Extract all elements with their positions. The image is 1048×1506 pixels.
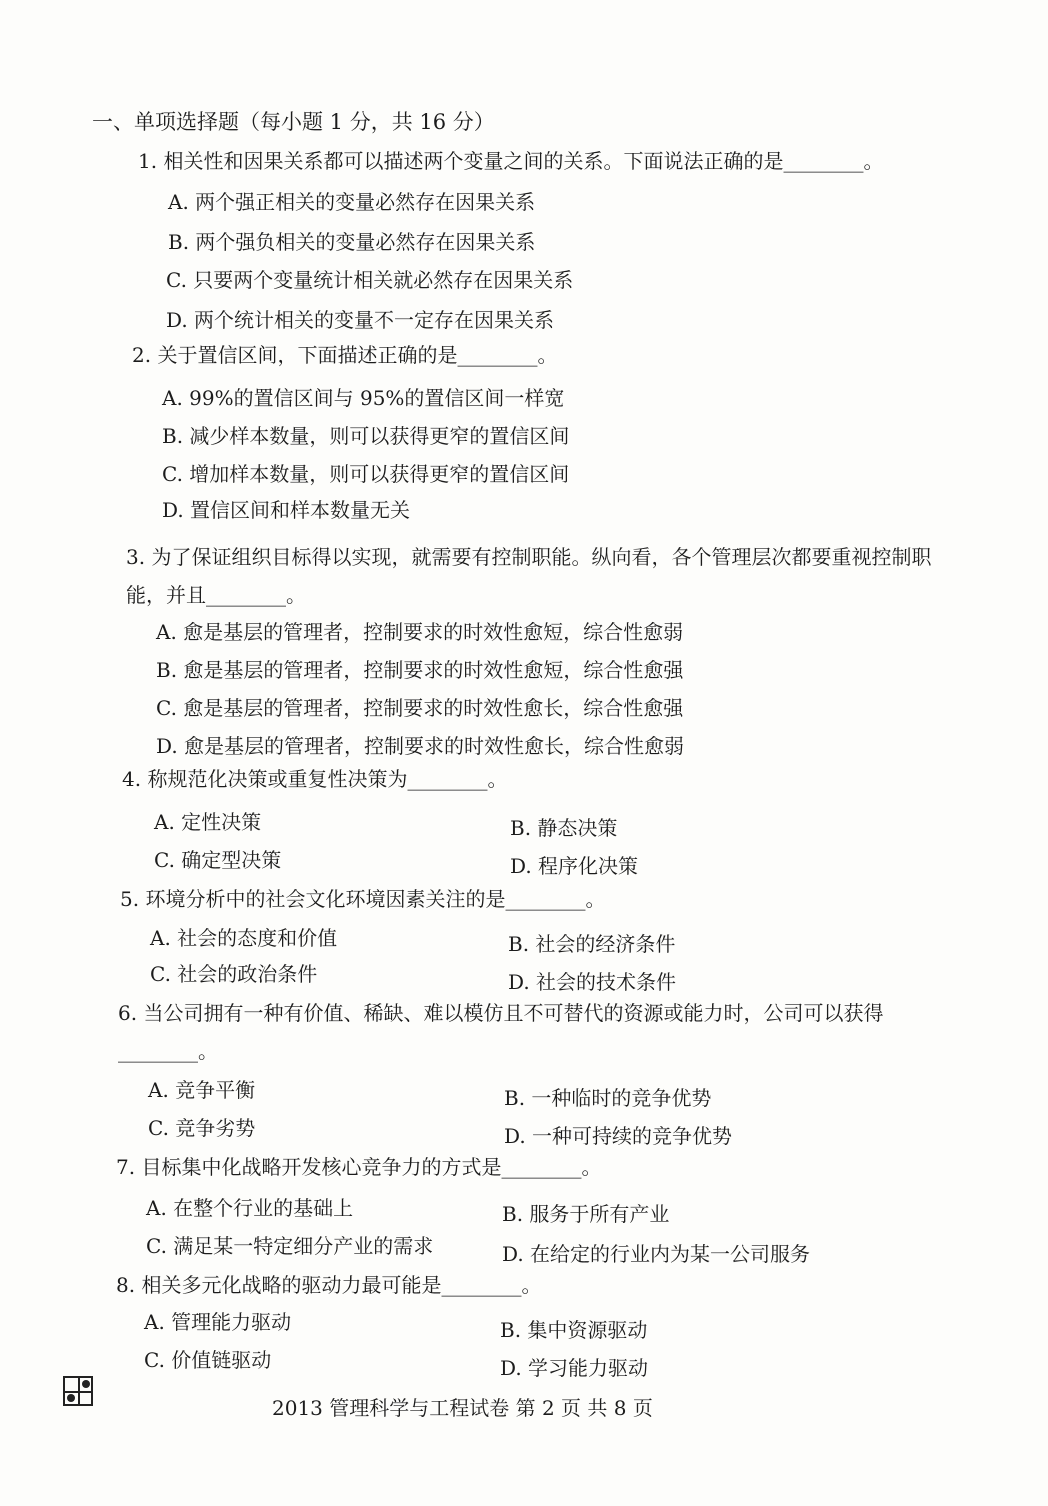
question-3-option-b: B. 愈是基层的管理者，控制要求的时效性愈短，综合性愈强 — [156, 658, 684, 682]
question-2-option-b: B. 减少样本数量，则可以获得更窄的置信区间 — [162, 424, 570, 448]
question-6-stem: 6. 当公司拥有一种有价值、稀缺、难以模仿且不可替代的资源或能力时，公司可以获得________。 — [118, 1001, 884, 1063]
question-4-option-a: A. 定性决策 — [154, 810, 262, 834]
question-4-stem: 4. 称规范化决策或重复性决策为________。 — [122, 767, 508, 791]
question-2-option-a: A. 99%的置信区间与 95%的置信区间一样宽 — [162, 386, 565, 410]
question-5-stem: 5. 环境分析中的社会文化环境因素关注的是________。 — [120, 887, 606, 911]
question-3-option-a: A. 愈是基层的管理者，控制要求的时效性愈短，综合性愈弱 — [156, 620, 684, 644]
question-8-option-b: B. 集中资源驱动 — [500, 1318, 648, 1342]
section-title: 一、单项选择题（每小题 1 分，共 16 分） — [92, 110, 495, 134]
question-1-option-d: D. 两个统计相关的变量不一定存在因果关系 — [166, 308, 555, 332]
question-7-stem: 7. 目标集中化战略开发核心竞争力的方式是________。 — [116, 1155, 602, 1179]
question-4-option-d: D. 程序化决策 — [510, 854, 639, 878]
question-7-option-c: C. 满足某一特定细分产业的需求 — [146, 1234, 434, 1258]
question-3-option-d: D. 愈是基层的管理者，控制要求的时效性愈长，综合性愈弱 — [156, 734, 685, 758]
question-4-option-c: C. 确定型决策 — [154, 848, 282, 872]
question-5-option-d: D. 社会的技术条件 — [508, 970, 677, 994]
question-5-option-b: B. 社会的经济条件 — [508, 932, 676, 956]
question-3-stem: 3. 为了保证组织目标得以实现，就需要有控制职能。纵向看，各个管理层次都要重视控制职能，并且________。 — [126, 545, 932, 607]
question-2-option-c: C. 增加样本数量，则可以获得更窄的置信区间 — [162, 462, 570, 486]
page-footer: 2013 管理科学与工程试卷 第 2 页 共 8 页 — [272, 1396, 653, 1420]
question-8-stem: 8. 相关多元化战略的驱动力最可能是________。 — [116, 1273, 542, 1297]
question-8-option-d: D. 学习能力驱动 — [500, 1356, 649, 1380]
question-4-option-b: B. 静态决策 — [510, 816, 618, 840]
question-1-option-b: B. 两个强负相关的变量必然存在因果关系 — [168, 230, 536, 254]
question-1-option-a: A. 两个强正相关的变量必然存在因果关系 — [168, 190, 536, 214]
question-7-option-a: A. 在整个行业的基础上 — [146, 1196, 354, 1220]
question-6-option-d: D. 一种可持续的竞争优势 — [504, 1124, 733, 1148]
question-8-option-c: C. 价值链驱动 — [144, 1348, 272, 1372]
question-5-option-c: C. 社会的政治条件 — [150, 962, 318, 986]
question-1-option-c: C. 只要两个变量统计相关就必然存在因果关系 — [166, 268, 574, 292]
question-7-option-d: D. 在给定的行业内为某一公司服务 — [502, 1242, 811, 1266]
question-8-option-a: A. 管理能力驱动 — [144, 1310, 292, 1334]
question-2-option-d: D. 置信区间和样本数量无关 — [162, 498, 411, 522]
question-6-option-b: B. 一种临时的竞争优势 — [504, 1086, 712, 1110]
question-7-option-b: B. 服务于所有产业 — [502, 1202, 670, 1226]
question-1-stem: 1. 相关性和因果关系都可以描述两个变量之间的关系。下面说法正确的是________。 — [138, 149, 884, 173]
question-5-option-a: A. 社会的态度和价值 — [150, 926, 338, 950]
question-2-stem: 2. 关于置信区间，下面描述正确的是________。 — [132, 343, 558, 367]
question-3-option-c: C. 愈是基层的管理者，控制要求的时效性愈长，综合性愈强 — [156, 696, 684, 720]
question-6-option-a: A. 竞争平衡 — [148, 1078, 256, 1102]
page-mark-icon — [63, 1376, 93, 1406]
question-6-option-c: C. 竞争劣势 — [148, 1116, 256, 1140]
